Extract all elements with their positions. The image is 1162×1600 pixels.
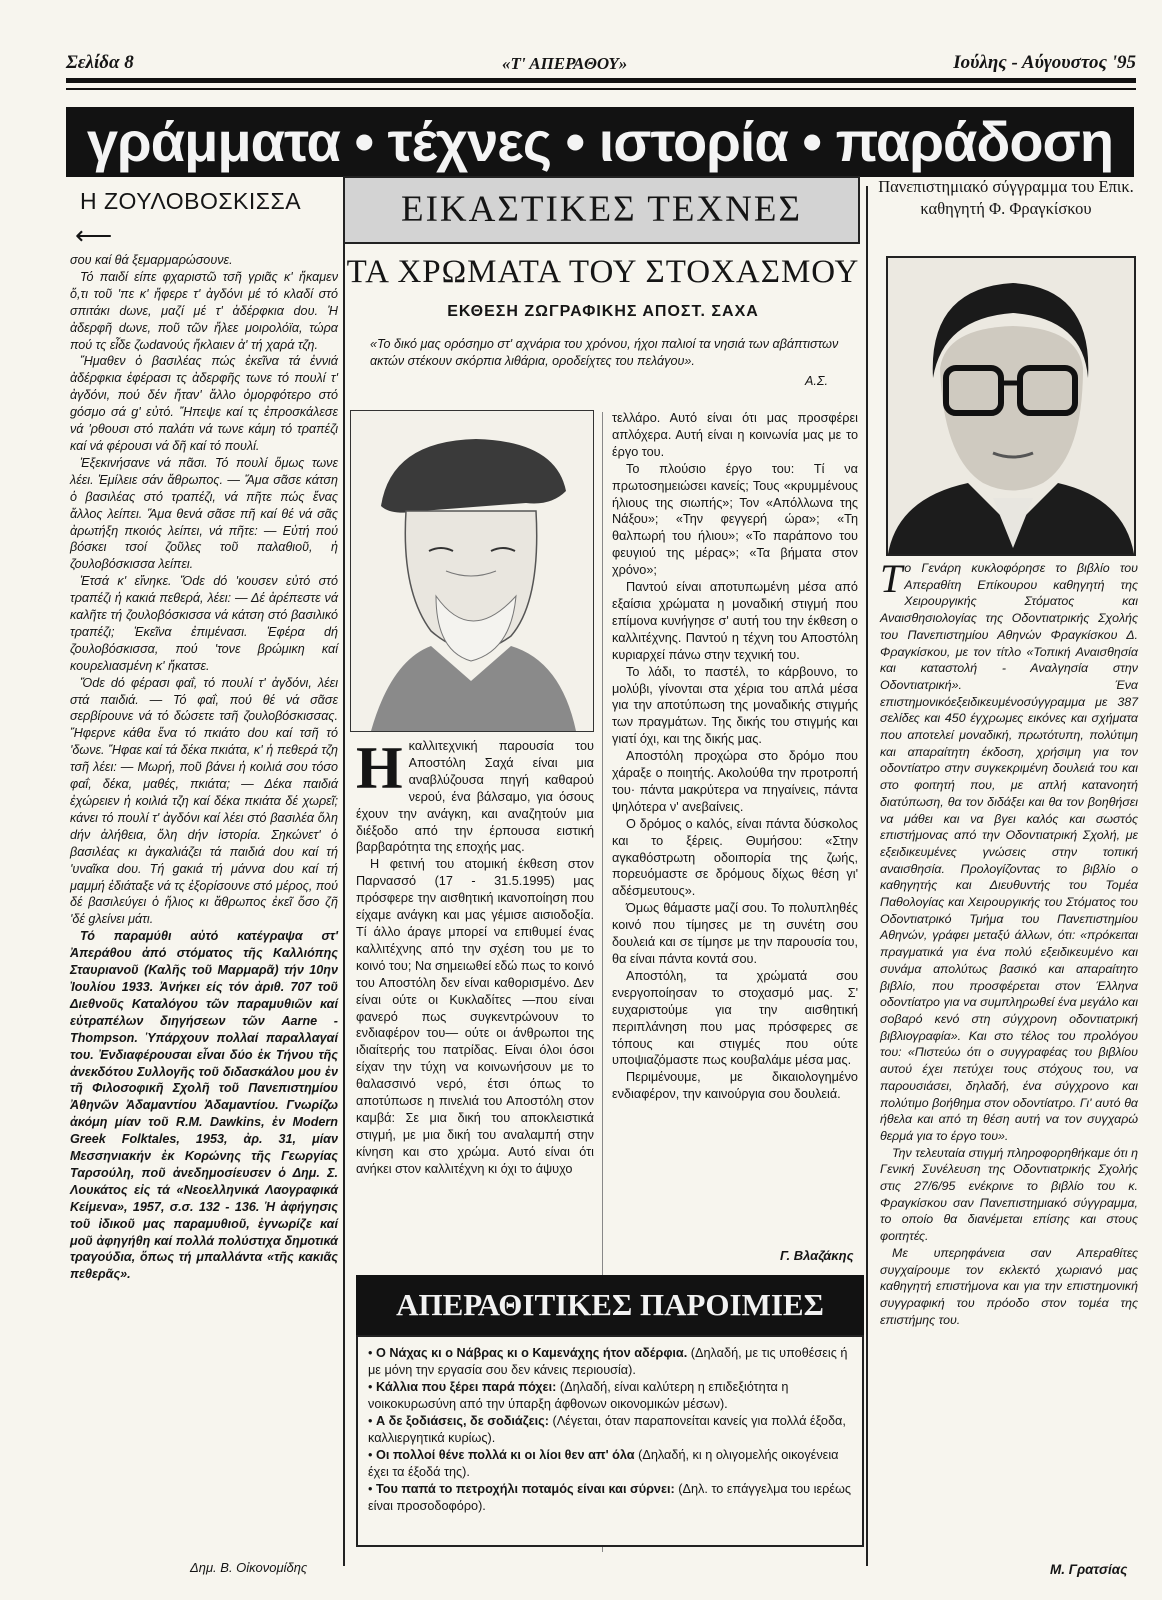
- article-paragraph: τελλάρο. Αυτό είναι ότι μας προσφέρει απλόχερα. Αυτή είναι η κοινωνία μας με το έργο του.: [612, 411, 858, 459]
- proverb-text: Α δε ξοδιάσεις, δε σοδιάζεις:: [375, 1414, 549, 1428]
- proverb-text: Οι πολλοί θένε πολλά κι οι λίοι θεν απ' όλα: [375, 1448, 635, 1462]
- story-title: Η ΖΟΥΛΟΒΟΣΚΙΣΣΑ: [80, 188, 302, 214]
- proverb-text: Του παπά το πετροχήλι ποταμός είναι και σύρνει:: [375, 1482, 675, 1496]
- story-signature: Δημ. Β. Οἰκονομίδης: [190, 1560, 308, 1575]
- story-body: [70, 252, 338, 1283]
- article-paragraph: καλλιτεχνική παρουσία του Αποστόλη Σαχά είναι μια αναβλύζουσα πηγή καθαρού νερού, ένα βάλσαμο, για όσους έχουν την ανάγκη, και αναζητούν μια διέξοδο από την έρπουσα ειστική βαρβαρότητα της εποχής μας.: [356, 739, 594, 855]
- proverb-explanation: (Λέγεται, όταν παραπονείται κανείς για πολλά έξοδα, καλλιεργητικά κυρίως).: [368, 1414, 846, 1445]
- article-paragraph: Περιμένουμε, με δικαιολογημένο ενδιαφέρον, την καινούργια σου δουλειά.: [612, 1070, 858, 1102]
- book-article-body: [880, 556, 1138, 1328]
- proverb-explanation: (Δηλαδή, είναι καλύτερη η επιδεξιότητα η νοικοκυρωσύνη από την ύπαρξη άφθονων οικονομικών μέσων).: [368, 1380, 789, 1411]
- story-paragraph: σου καί θά ξεμαρμαρώσουνε.: [70, 253, 233, 267]
- section-banner: γράμματα • τέχνες • ιστορία • παράδοση: [66, 107, 1134, 177]
- article-paragraph: Αποστόλη, τα χρώματά σου ενεργοποίησαν το στοχασμό μας. Σ' ευχαριστούμε για την αισθητική περιπλάνηση που μας πρόσφερες σε τόπους και στιγμές που ούτε υποψιαζόμαστε πως κουβαλάμε μέσα μας.: [612, 968, 858, 1068]
- article-paragraph: Όμως θάμαστε μαζί σου. Το πολυπληθές κοινό που τίμησες με τη συνέτη σου δουλειά και σε τίμησε με την παρουσία του, θα είναι πάντα κοντά σου.: [612, 901, 858, 966]
- story-paragraph: Ὅdε dό φέρασι φαΐ, τό πουλί τ' ἀγδόνι, λέει στά παιδιά. — Τό φαΐ, πού θέ νά σᾶσε σερβίρουνε νά τό δώσετε τσῆ ζουλοβόσκισσας. Ἤφερνε κάθα ἕνα τό πκιάτο dου καί τσῆ τό 'δωνε. Ἤφαε καί τά δέκα πκιάτα, κ' ἡ πεθερά τζη τσῆ λέει: — Μωρή, ποῦ βάνει ἡ κοιλιά σου τόσο φαΐ, δέκα, μαθές, πκιάτα; — Δέκα παιδιά ἐχώρειεν ἡ κοιλιά τζη καί δέκα πκιάτα δέ χωρεῖ; κάνει τό πουλί τ' ἀγδόνι καί λέει στό βασιλέα ὅλη dήν ἀλήθεια, ὅλη dήν ἱστορία. Σηκώνετ' ὁ βασιλέας κι ἀγκαλιάζει τά παιδιά dου καί τή 'υναῖκα dου. Τή gακιά τή μάννα dου καί τή μαμμή ἐδιάταξε νά τς ἐξορίσουνε στό μέρος, πού δέ βασιλεύγει ὁ ἥλιος κι ἄθρωπος ἐκεῖ ὅσο ζῆ 'δέ gλείνει μάτι.: [70, 675, 339, 927]
- article-dropcap: Η: [356, 735, 403, 801]
- proverb-item: • Κάλλια που ξέρει παρά πόχει: (Δηλαδή, είναι καλύτερη η επιδεξιότητα η νοικοκυρωσύνη από την ύπαρξη άφθονων οικονομικών μέσων).: [368, 1380, 789, 1411]
- photo-caption: Πανεπιστημιακό σύγγραμμα του Επικ. καθηγητή Φ. Φραγκίσκου: [878, 177, 1134, 218]
- article-paragraph: Παντού είναι αποτυπωμένη μέσα από εξαίσια χρώματα η μοναδική στιγμή που επίμονα κυνήγησε σ' αυτή του την έκθεση ο καλλιτέχνης. Παντού η τέχνη του Αποστόλη κυριαρχεί πάνω στην τεχνική του.: [612, 580, 858, 662]
- book-dropcap: Τ: [880, 556, 903, 601]
- article-headline: ΤΑ ΧΡΩΜΑΤΑ ΤΟΥ ΣΤΟΧΑΣΜΟΥ: [346, 254, 860, 290]
- article-paragraph: Το πλούσιο έργο του: Τί να πρωτοσημειώσει κανείς; Τους «κρυμμένους ήλιους της σιωπής»; Τον «Απόλλωνα της Νάξου»; «Την φεγγερή ώρα»; «Τη θαλπωρή του ήλιου»; «Το παράπονο του φευγιού της μέρας»; «Τα βήματα στον χρόνο»;: [612, 461, 858, 578]
- proverb-item: • Ο Νάχας κι ο Νάβρας κι ο Καμενάχης ήτον αδέρφια. (Δηλαδή, με τις υποθέσεις ή με μόνη την εργασία σου δεν κάνεις περιουσία).: [368, 1346, 848, 1377]
- article-paragraph: Ο δρόμος ο καλός, είναι πάντα δύσκολος και το ξέρεις. Θυμήσου: «Στην αγκαθόστρωτη οδοιπορία της ζωής, πορευόμαστε σε δρόμους δίχως θέση γι' αδέσμευτους».: [612, 816, 858, 899]
- proverbs-list: [368, 1345, 858, 1515]
- old-man-sketch-icon: [351, 411, 593, 731]
- continued-arrow-icon: ⟵: [75, 220, 113, 250]
- article-body-left: [356, 735, 594, 1178]
- book-paragraph: ο Γενάρη κυκλοφόρησε το βιβλίο του Απεραθίτη Επίκουρου καθηγητή της Χειρουργικής Στόματος και Αναισθησιολογίας της Οδοντιατρικής Σχολής του Πανεπιστημίου Αθηνών Φραγκίσκου Δ. Φραγκίσκου, με τον τίτλο «Τοπική Αναισθησία και καταστολή - Αναλγησία στην Οδοντιατρική». Ένα επιστημονικόεξειδικευμένοσύγγραμμα με 387 σελίδες και 450 έγχρωμες εικόνες και σχήματα που αποτελεί μοναδική, πρωτότυπη, πολύτιμη και απαραίτητη έκδοση, χρήσιμη για τον οδοντίατρο στην συγκεκριμένη δουλειά του και στο φοιτητή που, με απλή κατανοητή διατύπωση, θα τον διδάξει και θα τον βοηθήσει να μάθει και να βγει καλός και σωστός επιστήμονας από την Οδοντιατρική Σχολή, με εξειδικευμένες γνώσεις στην τοπική αναισθησία. Προλογίζοντας το βιβλίο ο καθηγητής και Διευθυντής του Τομέα Παθολογίας και Χειρουργικής του Στόματος του Οδοντιατρικό Τμήμα του Πανεπιστημίου Αθηνών, γράφει μεταξύ άλλων, ότι: «πρόκειται πραγματικά για ένα πολύ εξειδικευμένο και συνάμα απολύτως βασικό και απαραίτητο βιβλίο, που προσφέρεται στον Έλληνα οδοντίατρο για να συμπληρωθεί ένα μεγάλο και σοβαρό κενό στη σύγχρονη οδοντιατρική βιβλιογραφία». Και στο τέλος του προλόγου του: «Πιστεύω ότι ο συγγραφέας του βιβλίου αυτού έχει πετύχει τους στόχους του, να παρουσιάσει, δηλαδή, ένα σύγχρονο και πολύτιμο βοήθημα στον οδοντίατρο. Γι' αυτό θα ήθελα και από τη θέση αυτή να τον συγχαρώ θερμά για το έργο του».: [880, 561, 1138, 1143]
- proverb-item: • Του παπά το πετροχήλι ποταμός είναι και σύρνει: (Δηλ. το επάγγελμα του ιερέως είναι προσοδοφόρο).: [368, 1482, 851, 1513]
- portrait-drawing: [350, 410, 594, 732]
- header-rule-thick: [66, 78, 1136, 83]
- article-paragraph: Η φετινή του ατομική έκθεση στον Παρνασσό (17 - 31.5.1995) μας πρόσφερε την αισθητική ικανοποίηση που είχαμε ανάγκη και μας γέμισε αισιοδοξία. Τί άλλο άραγε μπορεί να επιθυμεί ένας καλλιτέχνης από την σχέση του με το κοινό του; Να σημειωθεί εδώ πως το κοινό του Αποστόλη δεν είναι καθορισμένο. Δεν είναι ούτε οι Κυκλαδίτες —που είναι φανερό πως συγκεντρώνουν το ενδιαφέρον του— ούτε οι άνθρωποι της ιδιαίτερής του πατρίδας. Είναι όλοι όσοι είχαν την τύχη να κοινωνήσουν με το θαλασσινό νερό, έτσι όπως το αποτύπωσε η πινελιά του Αποστόλη στον καμβά: Σε μια δική του αποκλειστικά στιγμή, με μια δική του αναλαμπή στην κίνηση και στο χρώμα. Αυτό είναι ότι ανήκει στον καλλιτέχνη κι όχι το άψυχο: [356, 857, 594, 1176]
- proverb-item: • Α δε ξοδιάσεις, δε σοδιάζεις: (Λέγεται, όταν παραπονείται κανείς για πολλά έξοδα, καλλιεργητικά κυρίως).: [368, 1414, 846, 1445]
- story-paragraph: Ἐξεκινήσανε νά πᾶσι. Τό πουλί ὅμως τωνε λέει. Ἐμίλειε σάν ἄθρωπος. — Ἅμα σᾶσε κάτση ὁ βασιλέας στό τραπέζι, νά πῆτε πώς ἔνας ἄλλος λείπει. Ἅμα θενά σᾶσε πῆ καί θέ νά σᾶς ἀρωτήξη πκοιός λείπει, νά πῆτε: — Εὐτή πού βόσκει τσοί ζοῦλες τοῦ παλαθιοῦ, ἡ ζουλοβόσκισσα λείπει.: [70, 455, 338, 572]
- header-rule-thin: [66, 88, 1136, 90]
- article-subheadline: ΕΚΘΕΣΗ ΖΩΓΡΑΦΙΚΗΣ ΑΠΟΣΤ. ΣΑΧΑ: [447, 303, 759, 320]
- proverb-text: Ο Νάχας κι ο Νάβρας κι ο Καμενάχης ήτον αδέρφια.: [375, 1346, 688, 1360]
- section-title-box: ΕΙΚΑΣΤΙΚΕΣ ΤΕΧΝΕΣ: [343, 176, 860, 244]
- proverb-explanation: (Δηλαδή, με τις υποθέσεις ή με μόνη την εργασία σου δεν κάνεις περιουσία).: [368, 1346, 848, 1377]
- book-paragraph: Με υπερηφάνεια σαν Απεραθίτες συγχαίρουμε τον εκλεκτό χωριανό μας καθηγητή επιστήμονα και για την επιστημονική συγγραφική του πρόοδο στον τομέα της επιστήμης του.: [880, 1245, 1138, 1327]
- proverb-text: Κάλλια που ξέρει παρά πόχει:: [375, 1380, 557, 1394]
- page-number: Σελίδα 8: [66, 52, 134, 73]
- proverb-explanation: (Δηλ. το επάγγελμα του ιερέως είναι προσοδοφόρο).: [368, 1482, 851, 1513]
- proverb-item: • Οι πολλοί θένε πολλά κι οι λίοι θεν απ' όλα (Δηλαδή, κι η ολιγομελής οικογένεια έχει τα έξοδά της).: [368, 1448, 839, 1479]
- man-with-glasses-icon: [888, 258, 1134, 554]
- column-divider-right: [866, 186, 868, 1566]
- book-paragraph: Την τελευταία στιγμή πληροφορηθήκαμε ότι η Γενική Συνέλευση της Οδοντιατρικής Σχολής στις 27/6/95 ενέκρινε το βιβλίο του κ. Φραγκίσκου σαν Πανεπιστημιακό σύγγραμμα, το οποίο θα διανέμεται επίσης και στους φοιτητές.: [880, 1145, 1138, 1244]
- book-article-signature: Μ. Γρατσίας: [1050, 1562, 1128, 1577]
- article-body-right: [612, 410, 858, 1103]
- author-photo: [886, 256, 1136, 556]
- issue-date: Ιούλης - Αύγουστος '95: [953, 52, 1136, 73]
- article-epigraph: «Το δικό μας ορόσημο στ' αχνάρια του χρόνου, ήχοι παλιοί τα νησιά των αβάπτιστων ακτών στέκουν σκόρπια λιθάρια, οροδείχτες του πελάγου».: [370, 337, 839, 368]
- story-paragraph: Τό παιδί είπε φχαριστῶ τσῆ γριᾶς κ' ἤκαμεν ὅ,τι τοῦ 'πε κ' ἤφερε τ' ἀγδόνι μέ τό κλαδί στό σπιτάκι dωνε, μαζί μέ τ' ἀδέρφκια dου. Ἡ ἀδερφῆ dωνε, ποῦ τῶν ἤλεε μοιρολόϊα, τώρα πού τς εἶδε ζωdανούς ἤκλαιεν ἀ' τή χαρά τζη.: [70, 269, 338, 352]
- article-signature: Γ. Βλαζάκης: [780, 1248, 854, 1263]
- newspaper-name: «Τ' ΑΠΕΡΑΘΟΥ»: [502, 54, 628, 73]
- story-paragraph: Ἐτσά κ' εἴνηκε. Ὅdε dό 'κουσεν εὐτό στό τραπέζι ἡ κακιά πεθερά, λέει: — Δέ ἀρέπεστε νά καλῆτε τή ζουλοβόσκισσα νά κάτση στό βασιλικό τραπέζι; Ἐκεῖνα ἐπιμένασι. Ἐφέρα dή ζουλοβόσκισσα, πού 'τονε βρώμικη καί κουρελιασμένη κ' ἤκατσε.: [70, 574, 338, 673]
- column-divider-left: [343, 186, 345, 1566]
- article-paragraph: Αποστόλη προχώρα στο δρόμο που χάραξε ο ποιητής. Ακολούθα την προτροπή του· πάντα μακρύτερα να πηγαίνεις, πάντα ψηλότερα ν' ανεβαίνεις.: [612, 749, 858, 814]
- story-note: Τό παραμύθι αὐτό κατέγραψα στ' Ἀπεράθου ἀπό στόματος τῆς Καλλιόπης Σταυριανοῦ (Καλῆς τοῦ Μαρμαρᾶ) τήν 10ην Ἰουλίου 1933. Ἀνήκει είς τόν ἀριθ. 707 τοῦ Διεθνοῦς Καταλόγου τῶν παραμυθιῶν καί εὐτραπέλων διηγήσεων τῶν Aarne - Thompson. Ὑπάρχουν πολλαί παραλλαγαί του. Ἐνδιαφέρουσαι εἶναι δύο ἐκ Τήνου τῆς ἀνεκδότου Συλλογῆς τοῦ διδασκάλου μου ἐν τῆ Φιλοσοφικῆ Σχολῆ τοῦ Πανεπιστημίου Ἀθηνῶν Ἀδαμαντίου Ἀδαμαντίου. Γνωρίζω ἀκόμη μίαν τοῦ R.M. Dawkins, ἐν Modern Greek Folktales, 1953, ἀρ. 31, μίαν Μεσσηνιακήν ἐκ Κορώνης τῆς Γεωργίας Ταρσούλη, ποῦ ἀνεδημοσίευσεν ὁ Δημ. Σ. Λουκάτος εἰς τά «Νεοελληνικά Λαογραφικά Κείμενα», 1957, σ.σ. 132 - 136. Ἡ ἀφήγησις τοῦ ἰδικοῦ μας παραμυθιοῦ, ἐγνωρίζε καί μοῦ ἀφηγήθη καί πολλά πολύστιχα δημοτικά τραγούδια, ὅπως τή μπαλλάντα «τῆς κακιᾶς πεθερᾶς».: [70, 929, 338, 1282]
- proverb-explanation: (Δηλαδή, κι η ολιγομελής οικογένεια έχει τα έξοδά της).: [368, 1448, 839, 1479]
- epigraph-signature: Α.Σ.: [805, 374, 828, 388]
- article-paragraph: Το λάδι, το παστέλ, το κάρβουνο, το μολύβι, γίνονται στα χέρια του απλά μέσα για την αποτύπωση της μοναδικής στιγμής των πραγμάτων. Της δικής του στιγμής και γιατί όχι, και της δικής μας.: [612, 664, 858, 747]
- proverbs-title: ΑΠΕΡΑΘΙΤΙΚΕΣ ΠΑΡΟΙΜΙΕΣ: [356, 1275, 864, 1335]
- story-paragraph: Ἤμαθεν ὁ βασιλέας πώς ἐκεῖνα τά ἐννιά ἀδέρφκια ἐφέρασι τς ἀδερφῆς τωνε τό πουλί τ' ἀγδόνι, πού δέν ἤταν' ἄλλο ὀμορφότερο στό gόσμο σά g' εὐτό. Ἤπεψε καί τς ἐπροσκάλεσε νά 'ρθουσι στό παλάτι νά τωνε κάμη τό τραπέζι καί νά φέρουσι νά δῆ καί τό πουλί.: [70, 354, 338, 453]
